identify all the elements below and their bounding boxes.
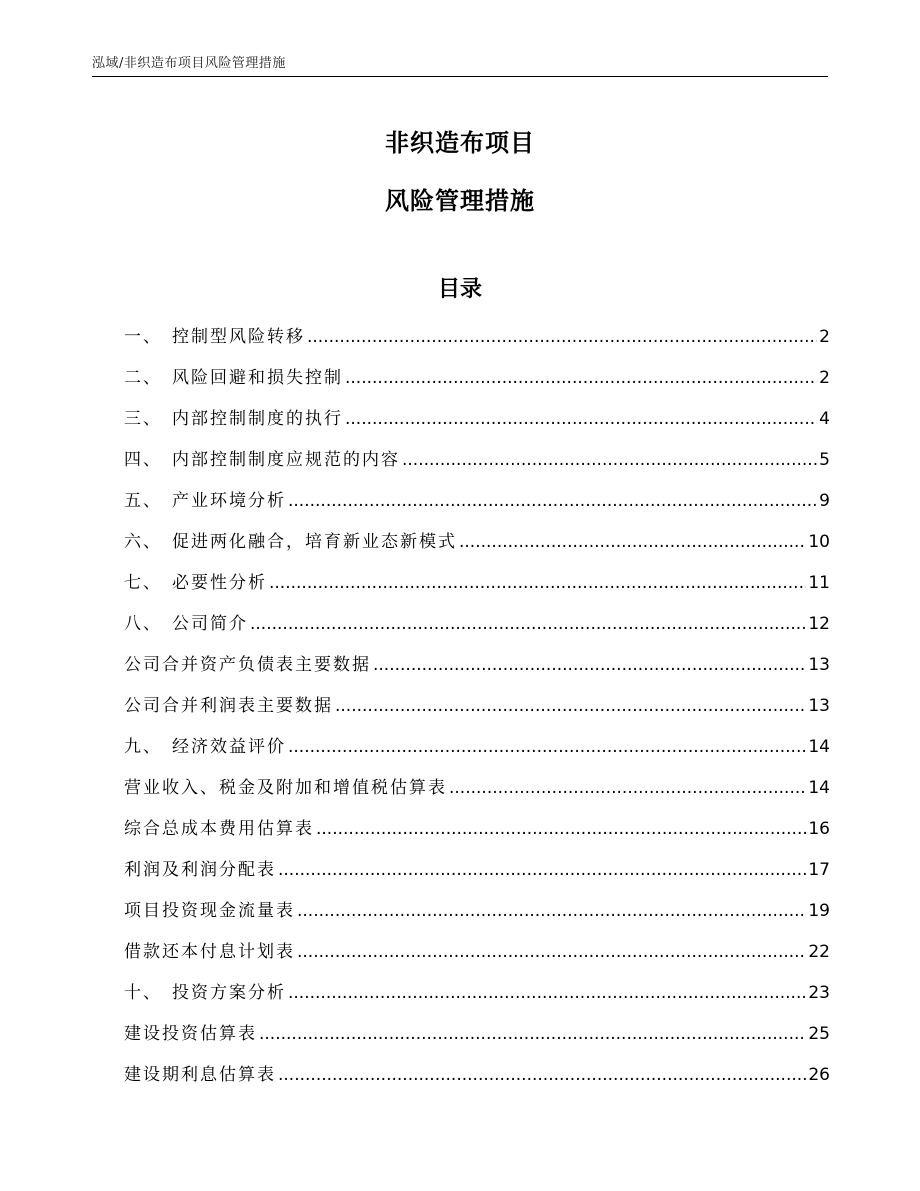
toc-entry[interactable] [124,853,830,894]
toc-entry-page-number: 13 [808,696,830,716]
toc-entry-title: 促进两化融合，培育新业态新模式 [172,532,457,552]
toc-entry[interactable] [124,894,830,935]
toc-entry-title: 利润及利润分配表 [124,860,276,880]
toc-entry[interactable] [124,607,830,648]
toc-entry-number: 十、 [124,983,162,1003]
toc-dot-leader [297,894,806,928]
toc-entry-title: 控制型风险转移 [172,327,305,347]
toc-entry-title: 建设期利息估算表 [124,1065,276,1085]
toc-entry-title: 产业环境分析 [172,491,286,511]
toc-entry-page-number: 2 [819,368,830,388]
document-title-line-2: 风险管理措施 [385,187,535,215]
toc-entry-page-number: 2 [819,327,830,347]
toc-entry-page-number: 22 [808,942,830,962]
toc-entry-title: 必要性分析 [172,573,267,593]
toc-entry-number: 七、 [124,573,162,593]
toc-entry-page-number: 5 [819,450,830,470]
toc-entry[interactable] [124,525,830,566]
toc-entry[interactable] [124,648,830,689]
toc-entry-page-number: 23 [808,983,830,1003]
toc-entry-title: 综合总成本费用估算表 [124,819,314,839]
toc-entry-page-number: 17 [808,860,830,880]
toc-entry-title: 风险回避和损失控制 [172,368,343,388]
toc-dot-leader [316,812,806,846]
toc-entry[interactable] [124,812,830,853]
toc-entry-number: 五、 [124,491,162,511]
toc-entry-page-number: 26 [808,1065,830,1085]
toc-entry-title: 借款还本付息计划表 [124,942,295,962]
toc-entry-number: 三、 [124,409,162,429]
toc-dot-leader [278,1058,806,1092]
page-header: 泓域/非织造布项目风险管理措施 [92,56,286,71]
toc-entry-page-number: 14 [808,737,830,757]
toc-entry-number: 四、 [124,450,162,470]
toc-entry-title: 营业收入、税金及附加和增值税估算表 [124,778,447,798]
toc-entry[interactable] [124,976,830,1017]
toc-dot-leader [269,566,806,600]
document-title-line-1: 非织造布项目 [385,129,535,157]
toc-entry-number: 九、 [124,737,162,757]
toc-entry-title: 内部控制制度的执行 [172,409,343,429]
toc-entry-page-number: 10 [808,532,830,552]
toc-entry-title: 公司简介 [172,614,248,634]
toc-dot-leader [259,1017,806,1051]
toc-entry-title: 经济效益评价 [172,737,286,757]
toc-entry-number: 二、 [124,368,162,388]
toc-dot-leader [288,976,806,1010]
toc-dot-leader [288,484,817,518]
toc-entry[interactable] [124,1017,830,1058]
toc-dot-leader [288,730,806,764]
toc-entry[interactable] [124,443,830,484]
toc-entry[interactable] [124,1058,830,1099]
toc-dot-leader [345,361,817,395]
toc-entry-title: 内部控制制度应规范的内容 [172,450,400,470]
toc-entry-page-number: 4 [819,409,830,429]
toc-entry[interactable] [124,320,830,361]
toc-entry-page-number: 11 [808,573,830,593]
toc-entry-number: 六、 [124,532,162,552]
table-of-contents [124,320,830,1099]
toc-dot-leader [373,648,806,682]
toc-entry-number: 八、 [124,614,162,634]
toc-entry-number: 一、 [124,327,162,347]
toc-entry-title: 投资方案分析 [172,983,286,1003]
toc-dot-leader [402,443,817,477]
toc-entry[interactable] [124,689,830,730]
toc-heading: 目录 [437,277,482,302]
toc-entry-title: 项目投资现金流量表 [124,901,295,921]
toc-dot-leader [278,853,806,887]
toc-dot-leader [459,525,806,559]
toc-entry[interactable] [124,730,830,771]
toc-entry-page-number: 13 [808,655,830,675]
toc-entry-title: 公司合并资产负债表主要数据 [124,655,371,675]
toc-entry-page-number: 19 [808,901,830,921]
toc-dot-leader [250,607,806,641]
toc-entry-page-number: 14 [808,778,830,798]
toc-entry[interactable] [124,361,830,402]
toc-entry-page-number: 25 [808,1024,830,1044]
toc-entry-page-number: 9 [819,491,830,511]
toc-entry-title: 建设投资估算表 [124,1024,257,1044]
toc-entry-title: 公司合并利润表主要数据 [124,696,333,716]
toc-dot-leader [335,689,806,723]
toc-entry[interactable] [124,402,830,443]
toc-dot-leader [307,320,817,354]
toc-entry[interactable] [124,771,830,812]
toc-entry-page-number: 12 [808,614,830,634]
header-divider [92,76,828,77]
toc-entry[interactable] [124,566,830,607]
toc-entry[interactable] [124,935,830,976]
toc-dot-leader [449,771,806,805]
toc-dot-leader [297,935,806,969]
toc-dot-leader [345,402,817,436]
toc-entry-page-number: 16 [808,819,830,839]
toc-entry[interactable] [124,484,830,525]
